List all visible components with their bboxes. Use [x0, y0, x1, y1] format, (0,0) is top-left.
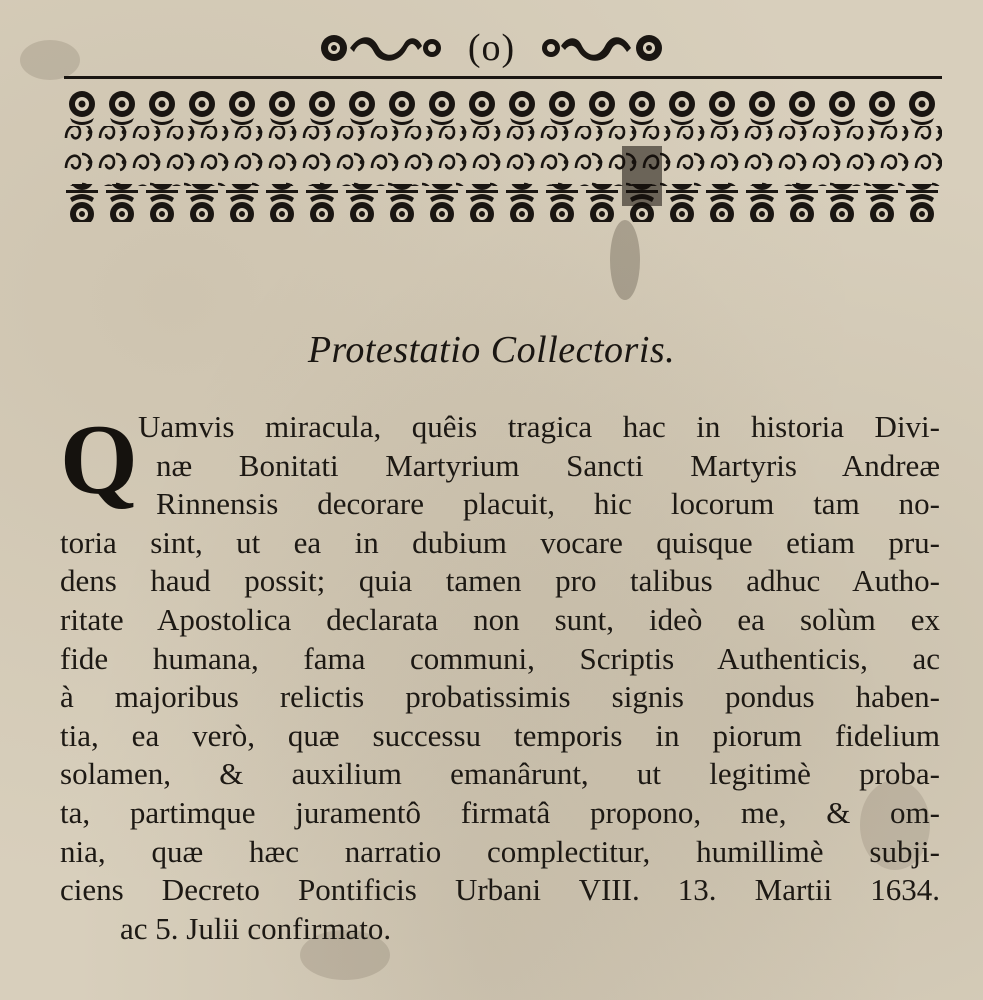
text-line: toria sint, ut ea in dubium vocare quisque etiam pru-: [60, 524, 940, 560]
headpiece-ornament-icon: [62, 86, 942, 222]
page-header: [0, 18, 983, 78]
text-line: tia, ea verò, quæ successu temporis in piorum fidelium: [60, 717, 940, 753]
text-line: ac 5. Julii confirmato.: [120, 910, 392, 946]
text-line: næ Bonitati Martyrium Sancti Martyris Andreæ: [156, 447, 940, 483]
text-line: dens haud possit; quia tamen pro talibus adhuc Autho-: [60, 563, 940, 599]
text-line: ritate Apostolica declarata non sunt, ideò ea solùm ex: [60, 601, 940, 637]
text-line: fide humana, fama communi, Scriptis Authenticis, ac: [60, 640, 940, 676]
text-line: Uamvis miracula, quêis tragica hac in historia Divi-: [138, 409, 940, 444]
body-paragraph: [60, 404, 940, 948]
header-rule: [64, 76, 942, 79]
fleuron-left-icon: [314, 28, 444, 68]
text-line: nia, quæ hæc narratio complectitur, humillimè subji-: [60, 833, 940, 869]
fleuron-right-icon: [539, 28, 669, 68]
text-line: à majoribus relictis probatissimis signis pondus haben-: [60, 679, 940, 715]
text-line: Rinnensis decorare placuit, hic locorum tam no-: [156, 486, 940, 522]
section-title: Protestatio Collectoris.: [307, 329, 676, 371]
page-number: (o): [467, 27, 516, 69]
text-line: ta, partimque juramentô firmatâ propono, me, & om-: [60, 794, 940, 830]
drop-cap: Q: [60, 404, 138, 515]
text-line: ciens Decreto Pontificis Urbani VIII. 13. Martii 1634.: [60, 872, 940, 908]
text-line: solamen, & auxilium emanârunt, ut legitimè proba-: [60, 756, 940, 792]
